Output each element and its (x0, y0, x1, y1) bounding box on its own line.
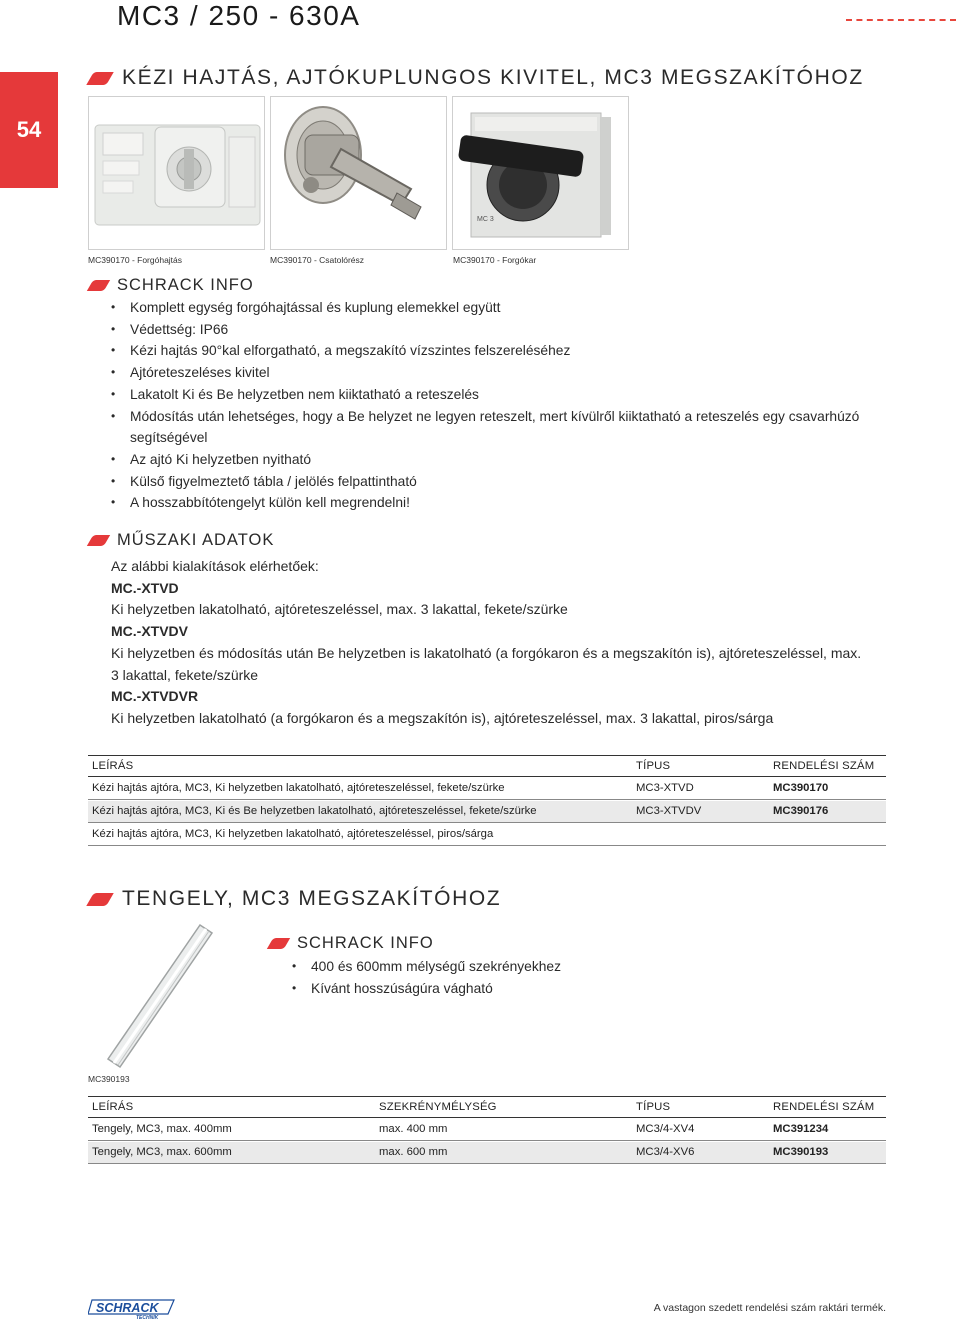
product-image-rotary-drive (88, 96, 265, 250)
technical-data-block (111, 556, 871, 730)
table-cell: MC391234 (773, 1123, 829, 1135)
footer-note: A vastagon szedett rendelési szám raktári termék. (653, 1302, 886, 1314)
page-number-tab (0, 72, 58, 188)
section-heading-shaft (90, 887, 501, 911)
schrack-info-heading (270, 934, 434, 953)
table-cell: MC390193 (773, 1146, 829, 1158)
logo-text: SCHRACK (96, 1301, 159, 1315)
list-item: • Kívánt hosszúságúra vágható (292, 978, 852, 1000)
table-cell: Tengely, MC3, max. 400mm (92, 1123, 232, 1135)
column-header: LEÍRÁS (92, 1101, 134, 1113)
table-cell: MC3/4-XV4 (636, 1123, 695, 1135)
section-heading-text: TENGELY, MC3 MEGSZAKÍTÓHOZ (122, 887, 502, 910)
variant-code: MC.-XTVDV (111, 623, 188, 640)
table-cell: Kézi hajtás ajtóra, MC3, Ki helyzetben lakatolható, ajtóreteszeléssel, fekete/szürke (92, 782, 505, 794)
list-item: • 400 és 600mm mélységű szekrényekhez (292, 956, 852, 978)
table-header (88, 1096, 886, 1118)
column-header: SZEKRÉNYMÉLYSÉG (379, 1101, 497, 1113)
table-cell: MC3-XTVD (636, 782, 694, 794)
section-marker-icon (86, 72, 114, 85)
order-table-shaft (88, 1096, 886, 1166)
page-title: MC3 / 250 - 630A (117, 0, 361, 31)
column-header: TÍPUS (636, 760, 671, 772)
section-heading-hand-drive (90, 66, 864, 90)
info-heading-text: SCHRACK INFO (297, 934, 434, 952)
tech-intro: Az alábbi kialakítások elérhetőek: (111, 558, 319, 574)
technical-data-heading (90, 531, 274, 550)
table-cell: Tengely, MC3, max. 600mm (92, 1146, 232, 1158)
info-heading-text: SCHRACK INFO (117, 276, 254, 294)
info-bullet-list (111, 297, 871, 514)
column-header: RENDELÉSI SZÁM (773, 1101, 875, 1113)
list-item: • Komplett egység forgóhajtással és kuplung elemekkel együtt (111, 297, 871, 319)
table-cell: MC390176 (773, 805, 829, 817)
table-cell: max. 600 mm (379, 1146, 448, 1158)
column-header: RENDELÉSI SZÁM (773, 760, 875, 772)
table-row (88, 778, 886, 800)
product-image-handle (452, 96, 629, 250)
section-marker-icon (86, 893, 114, 906)
table-cell: MC390170 (773, 782, 829, 794)
table-cell: Kézi hajtás ajtóra, MC3, Ki helyzetben lakatolható, ajtóreteszeléssel, piros/sárga (92, 828, 494, 840)
product-image-shaft (88, 919, 265, 1073)
variant-code: MC.-XTVDVR (111, 688, 199, 705)
table-cell: max. 400 mm (379, 1123, 448, 1135)
order-table-hand-drive (88, 755, 886, 847)
info-marker-icon (87, 535, 110, 546)
list-item: • Külső figyelmeztető tábla / jelölés felpattintható (111, 471, 871, 493)
info-marker-icon (267, 938, 290, 949)
table-cell: MC3/4-XV6 (636, 1146, 695, 1158)
svg-text:MC 3: MC 3 (477, 216, 494, 223)
list-item: • A hosszabbítótengelyt külön kell megrendelni! (111, 492, 871, 514)
list-item: • Lakatolt Ki és Be helyzetben nem kiiktatható a reteszelés (111, 384, 871, 406)
schrack-info-heading (90, 276, 254, 295)
product-image-coupling (270, 96, 447, 250)
title-dash-decoration (846, 19, 956, 21)
info-bullet-list (292, 956, 852, 999)
list-item: • Védettség: IP66 (111, 319, 871, 341)
image-caption: MC390193 (88, 1074, 130, 1084)
table-row (88, 1119, 886, 1141)
page-number: 54 (16, 117, 42, 142)
table-row (88, 1142, 886, 1164)
list-item: • Ajtóreteszeléses kivitel (111, 362, 871, 384)
image-caption: MC390170 - Csatolórész (270, 255, 365, 265)
table-row (88, 824, 886, 846)
logo-subtext: TECHNIK (136, 1315, 159, 1320)
table-row (88, 801, 886, 823)
schrack-logo (88, 1298, 178, 1323)
list-item: • Módosítás után lehetséges, hogy a Be helyzet ne legyen reteszelt, mert kívülről kiiktatható a reteszelés egy csavarhúzó segítségével (111, 406, 871, 449)
variant-description: Ki helyzetben lakatolható, ajtóreteszeléssel, max. 3 lakattal, fekete/szürke (111, 601, 568, 618)
section-heading-text: KÉZI HAJTÁS, AJTÓKUPLUNGOS KIVITEL, MC3 MEGSZAKÍTÓHOZ (122, 66, 864, 89)
image-caption: MC390170 - Forgókar (453, 255, 537, 265)
column-header: TÍPUS (636, 1101, 671, 1113)
technical-heading-text: MŰSZAKI ADATOK (117, 531, 275, 549)
table-cell: MC3-XTVDV (636, 805, 702, 817)
list-item: • Az ajtó Ki helyzetben nyitható (111, 449, 871, 471)
info-marker-icon (87, 280, 110, 291)
column-header: LEÍRÁS (92, 760, 134, 772)
variant-code: MC.-XTVD (111, 579, 179, 596)
variant-description: Ki helyzetben lakatolható (a forgókaron és a megszakítón is), ajtóreteszeléssel, max. 3 lakattal, piros/sárga (111, 709, 774, 726)
variant-description: Ki helyzetben és módosítás után Be helyzetben is lakatolható (a forgókaron és a megszakítón is), ajtóreteszeléssel, max. 3 lakattal, fekete/szürke (111, 644, 862, 683)
image-caption: MC390170 - Forgóhajtás (88, 255, 183, 265)
table-header (88, 755, 886, 777)
list-item: • Kézi hajtás 90°kal elforgatható, a megszakító vízszintes felszereléséhez (111, 340, 871, 362)
table-cell: Kézi hajtás ajtóra, MC3, Ki és Be helyzetben lakatolható, ajtóreteszeléssel, fekete/szürke (92, 805, 537, 817)
